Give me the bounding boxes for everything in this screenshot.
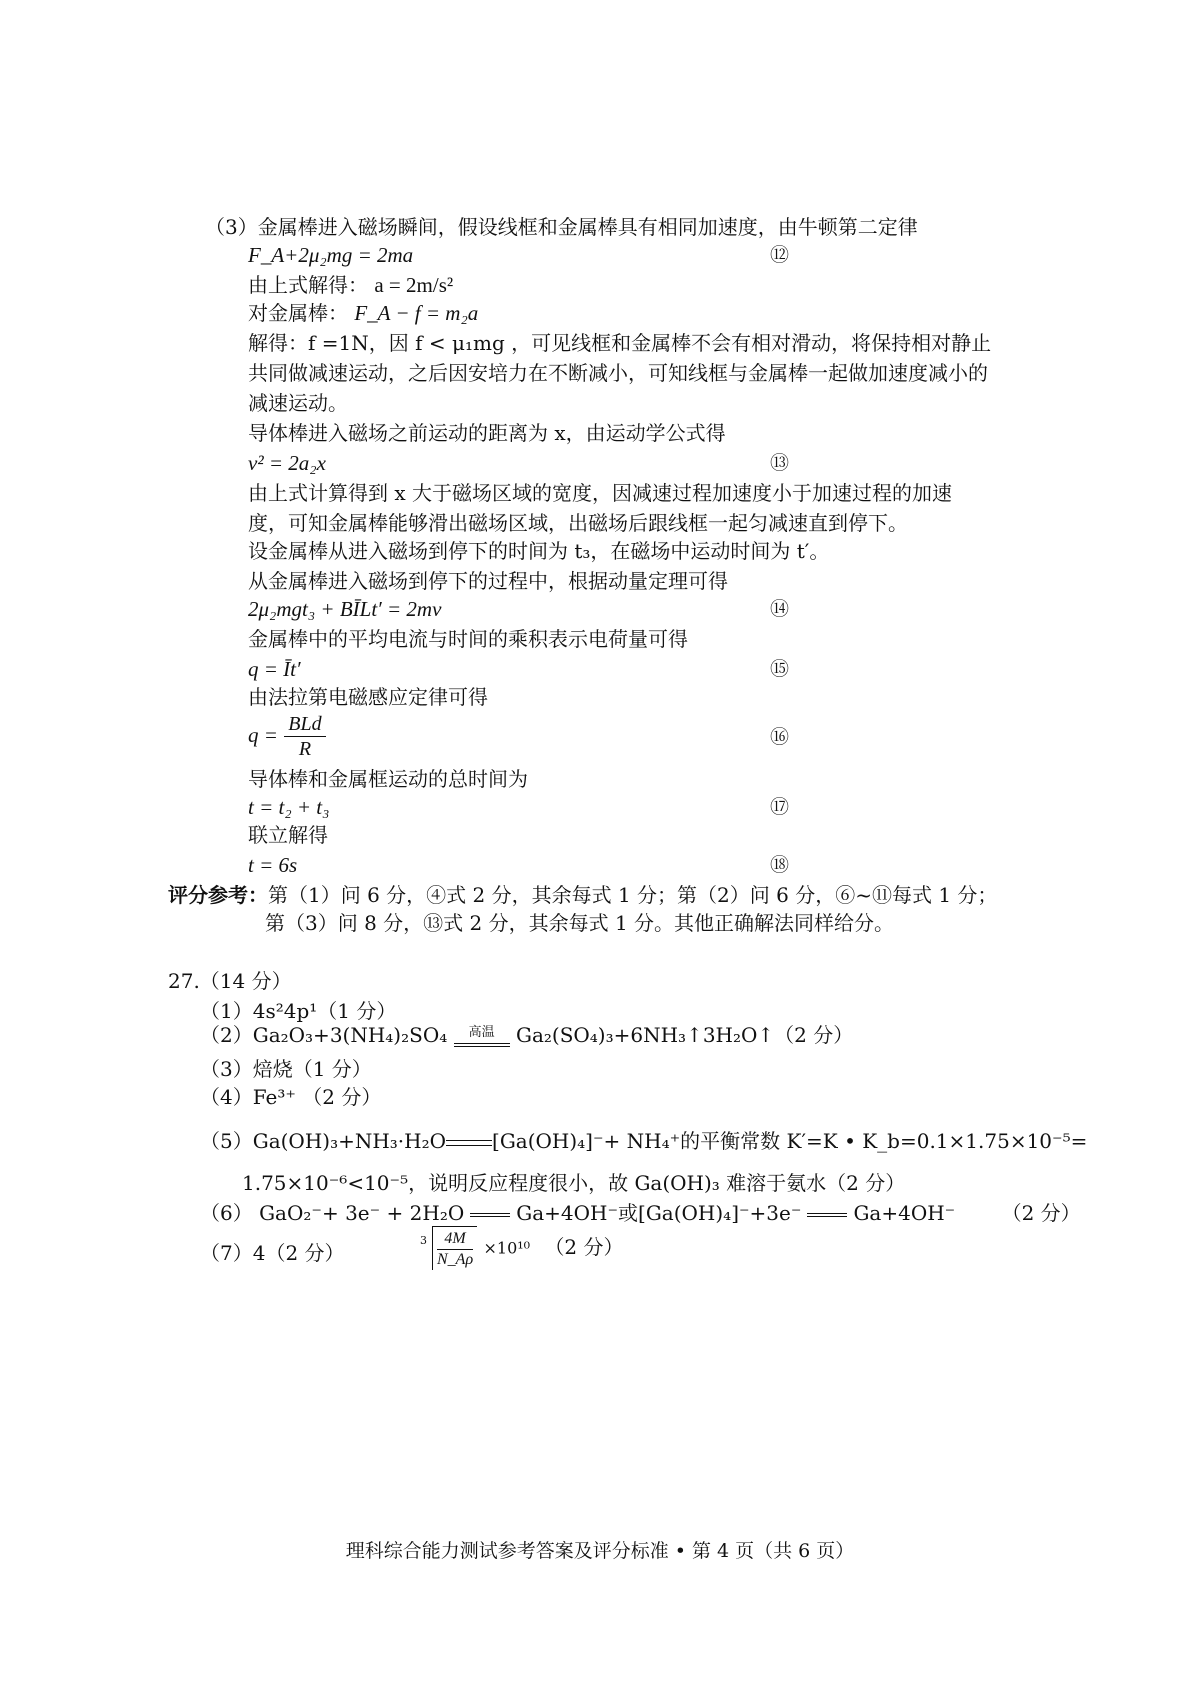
eq-12: F_A+2μ₂mg = 2ma (248, 243, 414, 267)
text-line-13: 导体棒和金属框运动的总时间为 (248, 767, 528, 791)
grading-text-1: 第（1）问 6 分，④式 2 分，其余每式 1 分；第（2）问 6 分，⑥~⑪每式 1 分； (268, 883, 998, 907)
friction-text: f =1N，因 f < μ₁mg ，可见线框和金属棒不会有相对滑动，将保持相对静止 (308, 331, 992, 355)
text-line-8: 度，可知金属棒能够滑出磁场区域，出磁场后跟线框一起匀减速直到停下。 (248, 511, 908, 535)
equals-sign-2 (807, 1213, 847, 1217)
q27-answer-5 (200, 1128, 1087, 1154)
solve-label: 由上式解得： (248, 273, 368, 297)
reaction-condition-sign (454, 1026, 510, 1047)
eq-17: t = t₂ + t₃ (248, 795, 330, 819)
grading-line-1 (168, 882, 997, 908)
q27-answer-4: （4）Fe³⁺ （2 分） (200, 1085, 382, 1109)
cube-root (420, 1226, 477, 1270)
answer-2-reactants: （2）Ga₂O₃+3(NH₄)₂SO₄ (200, 1023, 448, 1047)
reaction-condition: 高温 (468, 1025, 495, 1040)
solve-label-2: 解得： (248, 331, 308, 355)
root-index: 3 (420, 1234, 427, 1247)
eq-16-lhs: q = (248, 723, 278, 747)
eq-number-15: ⑮ (770, 658, 790, 680)
q27-answer-2 (200, 1022, 853, 1048)
answer-5-reactants: （5）Ga(OH)₃+NH₃·H₂O (200, 1129, 447, 1153)
root-denominator: N_Aρ (437, 1251, 474, 1268)
answer-6-reactants: （6） GaO₂⁻+ 3e⁻ + 2H₂O (200, 1201, 465, 1225)
root-numerator: 4M (437, 1229, 473, 1250)
q27-answer-1: （1）4s²4p¹（1 分） (200, 999, 397, 1023)
answer-6-products: Ga+4OH⁻ (853, 1201, 956, 1225)
q27-answer-7 (200, 1240, 345, 1266)
answer-6-mid: Ga+4OH⁻或[Ga(OH)₄]⁻+3e⁻ (516, 1201, 802, 1225)
answer-6-score: （2 分） (1001, 1201, 1081, 1225)
page-footer: 理科综合能力测试参考答案及评分标准 • 第 4 页（共 6 页） (345, 1540, 855, 1562)
q27-title: 27.（14 分） (168, 969, 292, 993)
grading-line-2: 第（3）问 8 分，⑬式 2 分，其余每式 1 分。其他正确解法同样给分。 (265, 911, 895, 935)
metal-rod-line (248, 300, 478, 326)
eq-number-14: ⑭ (770, 598, 790, 620)
eq-force: F_A − f = m₂a (354, 301, 479, 325)
metal-rod-label: 对金属棒： (248, 301, 348, 325)
eq-15: q = Īt′ (248, 657, 301, 681)
q27-answer-3: （3）焙烧（1 分） (200, 1057, 372, 1081)
text-line-6: 导体棒进入磁场之前运动的距离为 x，由运动学公式得 (248, 421, 726, 445)
text-line-4: 共同做减速运动，之后因安培力在不断减小，可知线框与金属棒一起做加速度减小的 (248, 361, 988, 385)
answer-7-first: （7）4（2 分） (200, 1241, 345, 1265)
eq-acceleration: a = 2m/s² (374, 273, 454, 297)
equals-sign-1 (470, 1213, 510, 1217)
answer-5-equilibrium: [Ga(OH)₄]⁻+ NH₄⁺的平衡常数 K′=K • K_b=0.1×1.75×10⁻⁵= (492, 1129, 1088, 1153)
reversible-arrow-icon (446, 1137, 492, 1149)
answer-2-products: Ga₂(SO₄)₃+6NH₃↑3H₂O↑（2 分） (515, 1023, 854, 1047)
q27-answer-5-line2: 1.75×10⁻⁶<10⁻⁵，说明反应程度很小，故 Ga(OH)₃ 难溶于氨水（2 分） (242, 1171, 906, 1195)
solve-line-a (248, 272, 453, 298)
solve-friction-line (248, 330, 991, 356)
text-line-11: 金属棒中的平均电流与时间的乘积表示电荷量可得 (248, 627, 688, 651)
eq-number-12: ⑫ (770, 244, 790, 266)
grading-label: 评分参考： (168, 883, 268, 907)
text-line-5: 减速运动。 (248, 391, 348, 415)
eq-18: t = 6s (248, 853, 298, 877)
q27-answer-7-root (420, 1226, 624, 1270)
eq-number-17: ⑰ (770, 796, 790, 818)
text-line-10: 从金属棒进入磁场到停下的过程中，根据动量定理可得 (248, 569, 728, 593)
text-line-9: 设金属棒从进入磁场到停下的时间为 t₃，在磁场中运动时间为 t′。 (248, 539, 830, 563)
eq-13: v² = 2a₂x (248, 451, 326, 475)
root-fraction (437, 1229, 473, 1270)
radicand (432, 1226, 477, 1270)
eq-number-13: ⑬ (770, 452, 790, 474)
eq-16-numerator: BLd (284, 712, 325, 737)
root-multiplier: ×10¹⁰ (483, 1238, 531, 1258)
eq-16-denominator: R (298, 738, 312, 760)
text-line-14: 联立解得 (248, 823, 328, 847)
eq-16 (248, 712, 326, 761)
eq-number-18: ⑱ (770, 854, 790, 876)
text-line-12: 由法拉第电磁感应定律可得 (248, 685, 488, 709)
eq-16-fraction (284, 712, 325, 761)
eq-number-16: ⑯ (770, 726, 790, 748)
part3-intro: （3）金属棒进入磁场瞬间，假设线框和金属棒具有相同加速度，由牛顿第二定律 (205, 215, 918, 239)
text-line-7: 由上式计算得到 x 大于磁场区域的宽度，因减速过程加速度小于加速过程的加速 (248, 481, 952, 505)
q27-answer-6 (200, 1200, 1081, 1226)
answer-7-score: （2 分） (544, 1234, 624, 1259)
eq-14: 2μ₂mgt₃ + BĪLt′ = 2mv (248, 597, 442, 621)
